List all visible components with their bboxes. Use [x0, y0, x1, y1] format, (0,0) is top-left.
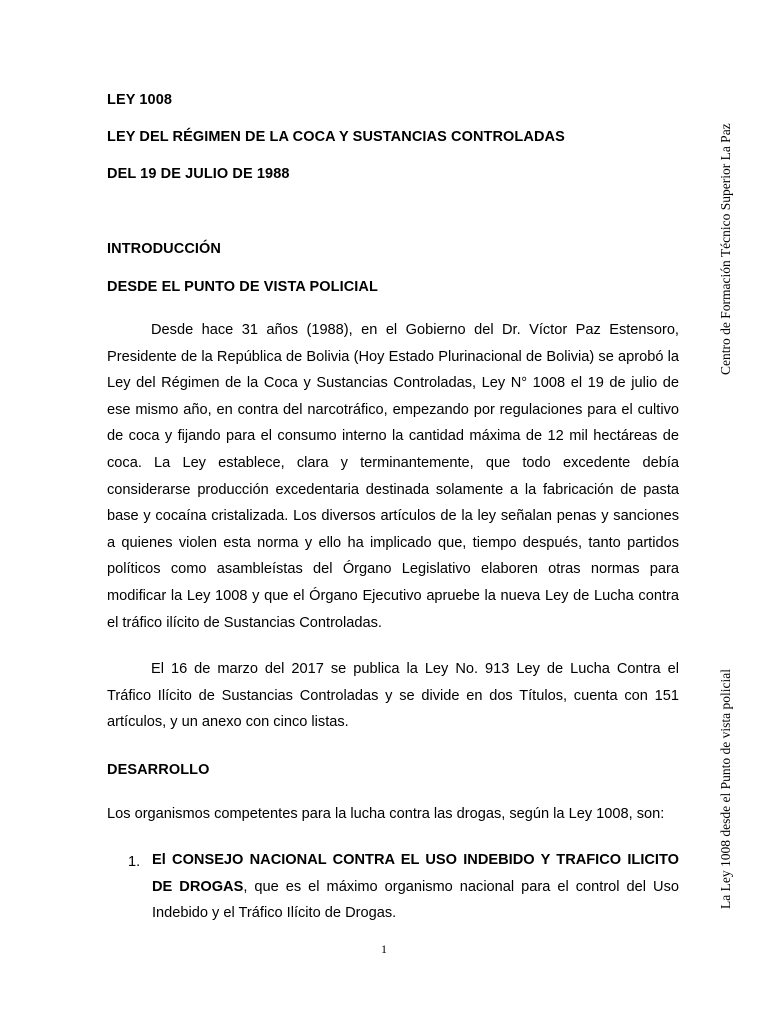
introduction-heading: INTRODUCCIÓN	[107, 241, 221, 257]
law-number-heading: LEY 1008	[107, 92, 173, 108]
organisms-paragraph: Los organismos competentes para la lucha contra las drogas, según la Ley 1008, son:	[107, 806, 665, 822]
list-item-number: 1.	[128, 854, 141, 870]
sidebar-document-title: La Ley 1008 desde el Punto de vista policial	[718, 669, 733, 909]
perspective-heading: DESDE EL PUNTO DE VISTA POLICIAL	[107, 279, 378, 295]
law-913-paragraph: El 16 de marzo del 2017 se publica la Ley No. 913 Ley de Lucha Contra el Tráfico Ilícito de Sustancias Controladas y se divide en dos Títulos, cuenta con 151 artículos, y un anexo con cinco listas.	[107, 661, 679, 731]
list-item-bold-title: El CONSEJO NACIONAL CONTRA EL USO INDEBIDO Y TRAFICO ILICITO DE DROGAS	[152, 852, 679, 895]
development-heading: DESARROLLO	[107, 762, 210, 778]
law-title-heading: LEY DEL RÉGIMEN DE LA COCA Y SUSTANCIAS CONTROLADAS	[107, 129, 565, 145]
list-item	[152, 847, 679, 927]
intro-paragraph: Desde hace 31 años (1988), en el Gobierno del Dr. Víctor Paz Estensoro, Presidente de la República de Bolivia (Hoy Estado Plurinacional de Bolivia) se aprobó la Ley del Régimen de la Coca y Sustancias Controladas, Ley N° 1008 el 19 de julio de ese mismo año, en contra del narcotráfico, empezando por regulaciones para el cultivo de coca y fijando para el consumo interno la cantidad máxima de 12 mil hectáreas de coca. La Ley establece, clara y terminantemente, que todo excedente debía considerarse producción excedentaria destinada solamente a la fabricación de pasta base y cocaína cristalizada. Los diversos artículos de la ley señalan penas y sanciones a quienes violen esta norma y ello ha implicado que, tiempo después, tanto partidos políticos como asambleístas del Órgano Legislativo elaboren otras normas para modificar la Ley 1008 y que el Órgano Ejecutivo apruebe la nueva Ley de Lucha contra el tráfico ilícito de Sustancias Controladas.	[107, 322, 679, 631]
law-date-heading: DEL 19 DE JULIO DE 1988	[107, 166, 290, 182]
page-number: 1	[381, 942, 387, 956]
sidebar-institution-text: Centro de Formación Técnico Superior La Paz	[718, 123, 733, 375]
list-item-description: , que es el máximo organismo nacional para el control del Uso Indebido y el Tráfico Ilícito de Drogas.	[152, 878, 679, 922]
